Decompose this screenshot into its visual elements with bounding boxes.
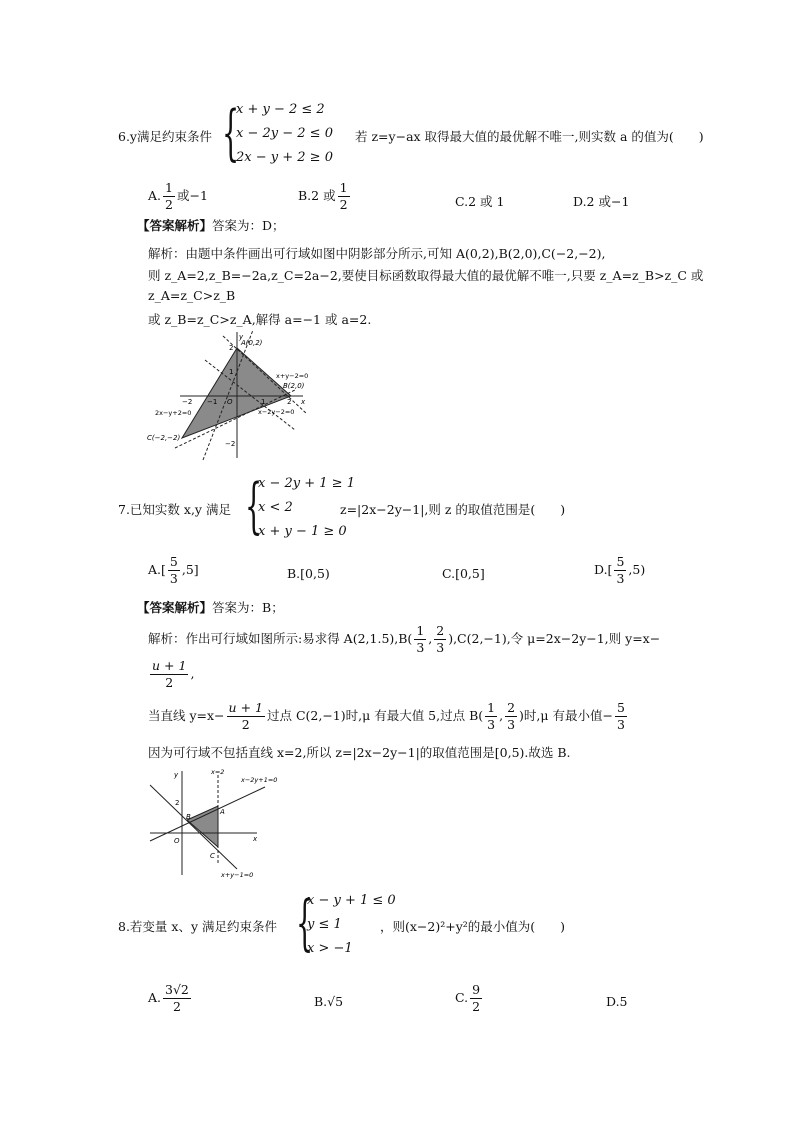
q7-answer-line: 【答案解析】答案为：B； bbox=[137, 600, 284, 615]
q7-axis-x: x bbox=[253, 835, 258, 843]
q7-feasible-region-figure bbox=[145, 765, 285, 880]
q7-label-x2: x=2 bbox=[211, 768, 225, 776]
q7-suffix: z=|2x−2y−1|,则 z 的取值范围是( ) bbox=[340, 502, 566, 517]
q7-brace: { bbox=[245, 471, 263, 541]
q7-label-l2: x+y−1=0 bbox=[221, 871, 254, 879]
q6-label-l3: 2x−y+2=0 bbox=[155, 409, 192, 417]
q6-tick-y1: 1 bbox=[229, 368, 234, 376]
q6-label-l1: x+y−2=0 bbox=[276, 372, 309, 380]
answer-tag: 【答案解析】 bbox=[137, 218, 213, 233]
q8-option-b[interactable]: B.√5 bbox=[314, 994, 344, 1009]
q6-tick-xm2: −2 bbox=[182, 398, 193, 406]
q7-option-b[interactable]: B.[0,5) bbox=[287, 566, 330, 581]
q6-suffix: 若 z=y−ax 取得最大值的最优解不唯一,则实数 a 的值为( ) bbox=[355, 129, 704, 144]
q6-solution-4: 或 z_B=z_C>z_A,解得 a=−1 或 a=2. bbox=[148, 312, 372, 327]
q8-constraint-1: x − y + 1 ≤ 0 bbox=[307, 893, 396, 908]
q7-label-l1: x−2y+1=0 bbox=[241, 776, 278, 784]
q8-constraint-2: y ≤ 1 bbox=[307, 917, 342, 932]
q6-constraints bbox=[236, 98, 333, 170]
q7-label-c: C bbox=[210, 852, 215, 860]
q7-label-a: A bbox=[220, 808, 225, 816]
q6-label-b: B(2,0) bbox=[283, 382, 305, 390]
q7-label-b: B bbox=[186, 813, 191, 821]
q6-label-c: C(−2,−2) bbox=[147, 434, 181, 442]
q7-origin: O bbox=[174, 837, 180, 845]
q6-option-b[interactable]: B.2 或 $\frac{1}{2}$ bbox=[298, 180, 348, 212]
q7-shaded-region bbox=[187, 806, 218, 847]
q8-prefix: 8.若变量 x、y 满足约束条件 bbox=[118, 919, 277, 934]
q7-solution-2: 当直线 y=x− $\frac{u + 1}{2}$ 过点 C(2,−1)时,μ 有最大值 5,过点 B( $\frac{1}{3}$ , $\frac{2}{3}$ )时,μ 有最小值− $\frac{5}{3}$ bbox=[148, 700, 625, 732]
q6-tick-x1: 1 bbox=[261, 398, 266, 406]
q6-brace: { bbox=[222, 98, 240, 168]
q7-constraint-1: x − 2y + 1 ≥ 1 bbox=[258, 476, 355, 491]
q8-option-a[interactable]: A. $\frac{3√2}{2}$ bbox=[148, 982, 189, 1014]
q7-solution-3: 因为可行域不包括直线 x=2,所以 z=|2x−2y−1|的取值范围是[0,5).故选 B. bbox=[148, 745, 571, 760]
q7-option-d[interactable]: D.[ $\frac{5}{3}$ ,5) bbox=[594, 554, 646, 586]
q6-solution-3: z_A=z_C>z_B bbox=[148, 288, 236, 303]
q8-option-d[interactable]: D.5 bbox=[606, 994, 628, 1009]
q6-origin: O bbox=[227, 398, 233, 406]
q6-axis-x: x bbox=[301, 398, 306, 406]
q6-tick-ym2: −2 bbox=[225, 440, 236, 448]
q6-label-a: A(0,2) bbox=[241, 339, 263, 347]
q6-tick-xm1: −1 bbox=[207, 398, 218, 406]
q8-brace: { bbox=[296, 888, 314, 958]
q6-axis-y: y bbox=[239, 333, 244, 341]
q7-solution-1b: $\frac{u + 1}{2}$ , bbox=[152, 658, 195, 690]
q6-option-c[interactable]: C.2 或 1 bbox=[455, 194, 505, 209]
q6-answer-line: 【答案解析】答案为：D； bbox=[137, 218, 285, 233]
q7-constraint-3: x + y − 1 ≥ 0 bbox=[258, 524, 347, 539]
q7-option-a[interactable]: A.[ $\frac{5}{3}$ ,5] bbox=[148, 554, 199, 586]
q8-option-c[interactable]: C. $\frac{9}{2}$ bbox=[455, 982, 481, 1014]
q6-prefix: 6.y满足约束条件 bbox=[118, 129, 212, 144]
q7-option-c[interactable]: C.[0,5] bbox=[442, 566, 485, 581]
q6-constraint-1: x + y − 2 ≤ 2 bbox=[236, 102, 325, 117]
q7-axis-y: y bbox=[174, 771, 179, 779]
q6-tick-y2: 2 bbox=[229, 344, 234, 352]
answer-tag: 【答案解析】 bbox=[137, 600, 213, 615]
q6-solution-2: 则 z_A=2,z_B=−2a,z_C=2a−2,要使目标函数取得最大值的最优解不唯一,只要 z_A=z_B>z_C 或 bbox=[148, 268, 704, 283]
q6-constraint-2: x − 2y − 2 ≤ 0 bbox=[236, 126, 333, 141]
q8-constraint-3: x > −1 bbox=[307, 941, 353, 956]
q7-constraint-2: x < 2 bbox=[258, 500, 293, 515]
q6-option-d[interactable]: D.2 或−1 bbox=[573, 194, 630, 209]
q7-prefix: 7.已知实数 x,y 满足 bbox=[118, 502, 231, 517]
q6-option-a[interactable]: A. $\frac{1}{2}$ 或−1 bbox=[148, 180, 208, 212]
q6-feasible-region-figure bbox=[145, 330, 315, 465]
q6-constraint-3: 2x − y + 2 ≥ 0 bbox=[236, 150, 333, 165]
q8-suffix: ，则(x−2)²+y²的最小值为( ) bbox=[380, 919, 566, 934]
q6-label-l2: x−2y−2=0 bbox=[258, 408, 295, 416]
q6-tick-x2: 2 bbox=[287, 398, 292, 406]
q7-line-2 bbox=[150, 785, 237, 869]
q7-tick-y2: 2 bbox=[175, 799, 180, 807]
q7-solution-1: 解析：作出可行域如图所示:易求得 A(2,1.5),B( $\frac{1}{3}$ , $\frac{2}{3}$ ),C(2,−1),令 μ=2x−2y−1,则 y=x− bbox=[148, 623, 661, 655]
q6-solution-1: 解析：由题中条件画出可行域如图中阴影部分所示,可知 A(0,2),B(2,0),C(−2,−2), bbox=[148, 246, 606, 261]
